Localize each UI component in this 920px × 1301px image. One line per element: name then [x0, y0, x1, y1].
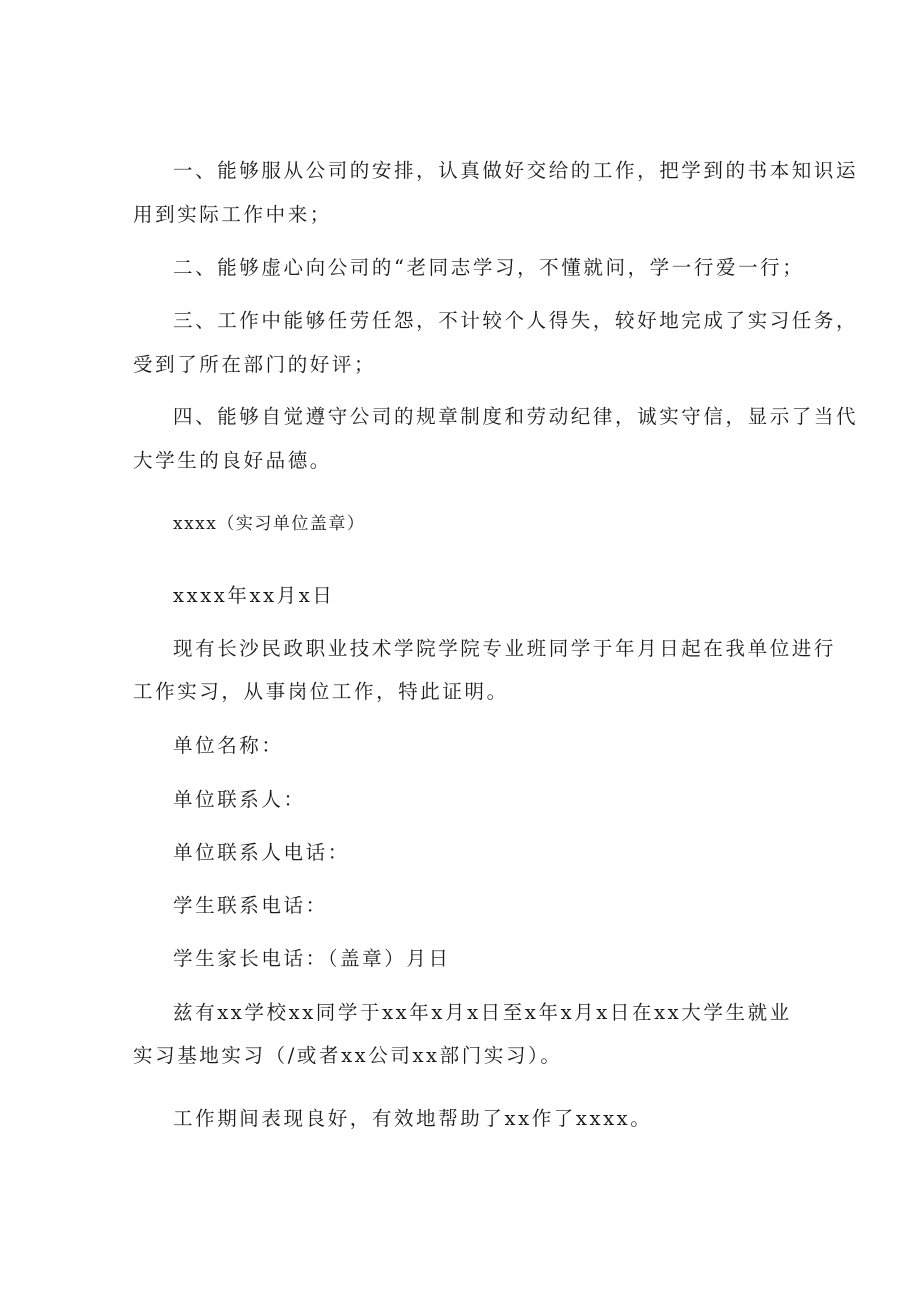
date-line: xxxx年xx月x日 — [173, 584, 335, 607]
item-1-line-1: 一、能够服从公司的安排，认真做好交给的工作，把学到的书本知识运 — [173, 159, 859, 182]
certificate-line-2: 工作实习，从事岗位工作，特此证明。 — [133, 680, 509, 703]
unit-contact-phone-field: 单位联系人电话： — [173, 841, 350, 864]
item-2-line-1: 二、能够虚心向公司的“老同志学习，不懂就问，学一行爱一行； — [173, 256, 805, 279]
certificate-line-1: 现有长沙民政职业技术学院学院专业班同学于年月日起在我单位进行 — [173, 637, 837, 660]
seal-line: xxxx（实习单位盖章） — [173, 514, 366, 534]
item-3-line-2: 受到了所在部门的好评； — [133, 353, 377, 376]
performance-line: 工作期间表现良好，有效地帮助了xx作了xxxx。 — [173, 1107, 653, 1130]
student-phone-field: 学生联系电话： — [173, 894, 328, 917]
unit-contact-field: 单位联系人： — [173, 788, 306, 811]
parent-phone-field: 学生家长电话：（盖章）月日 — [173, 947, 451, 970]
internship-statement-line-2: 实习基地实习（/或者xx公司xx部门实习）。 — [133, 1044, 563, 1067]
internship-statement-line-1: 兹有xx学校xx同学于xx年x月x日至x年x月x日在xx大学生就业 — [173, 1001, 792, 1024]
item-1-line-2: 用到实际工作中来； — [133, 203, 332, 226]
item-4-line-1: 四、能够自觉遵守公司的规章制度和劳动纪律，诚实守信，显示了当代 — [173, 405, 859, 428]
item-3-line-1: 三、工作中能够任劳任怨，不计较个人得失，较好地完成了实习任务， — [173, 309, 859, 332]
item-4-line-2: 大学生的良好品德。 — [133, 449, 332, 472]
unit-name-field: 单位名称： — [173, 734, 284, 757]
